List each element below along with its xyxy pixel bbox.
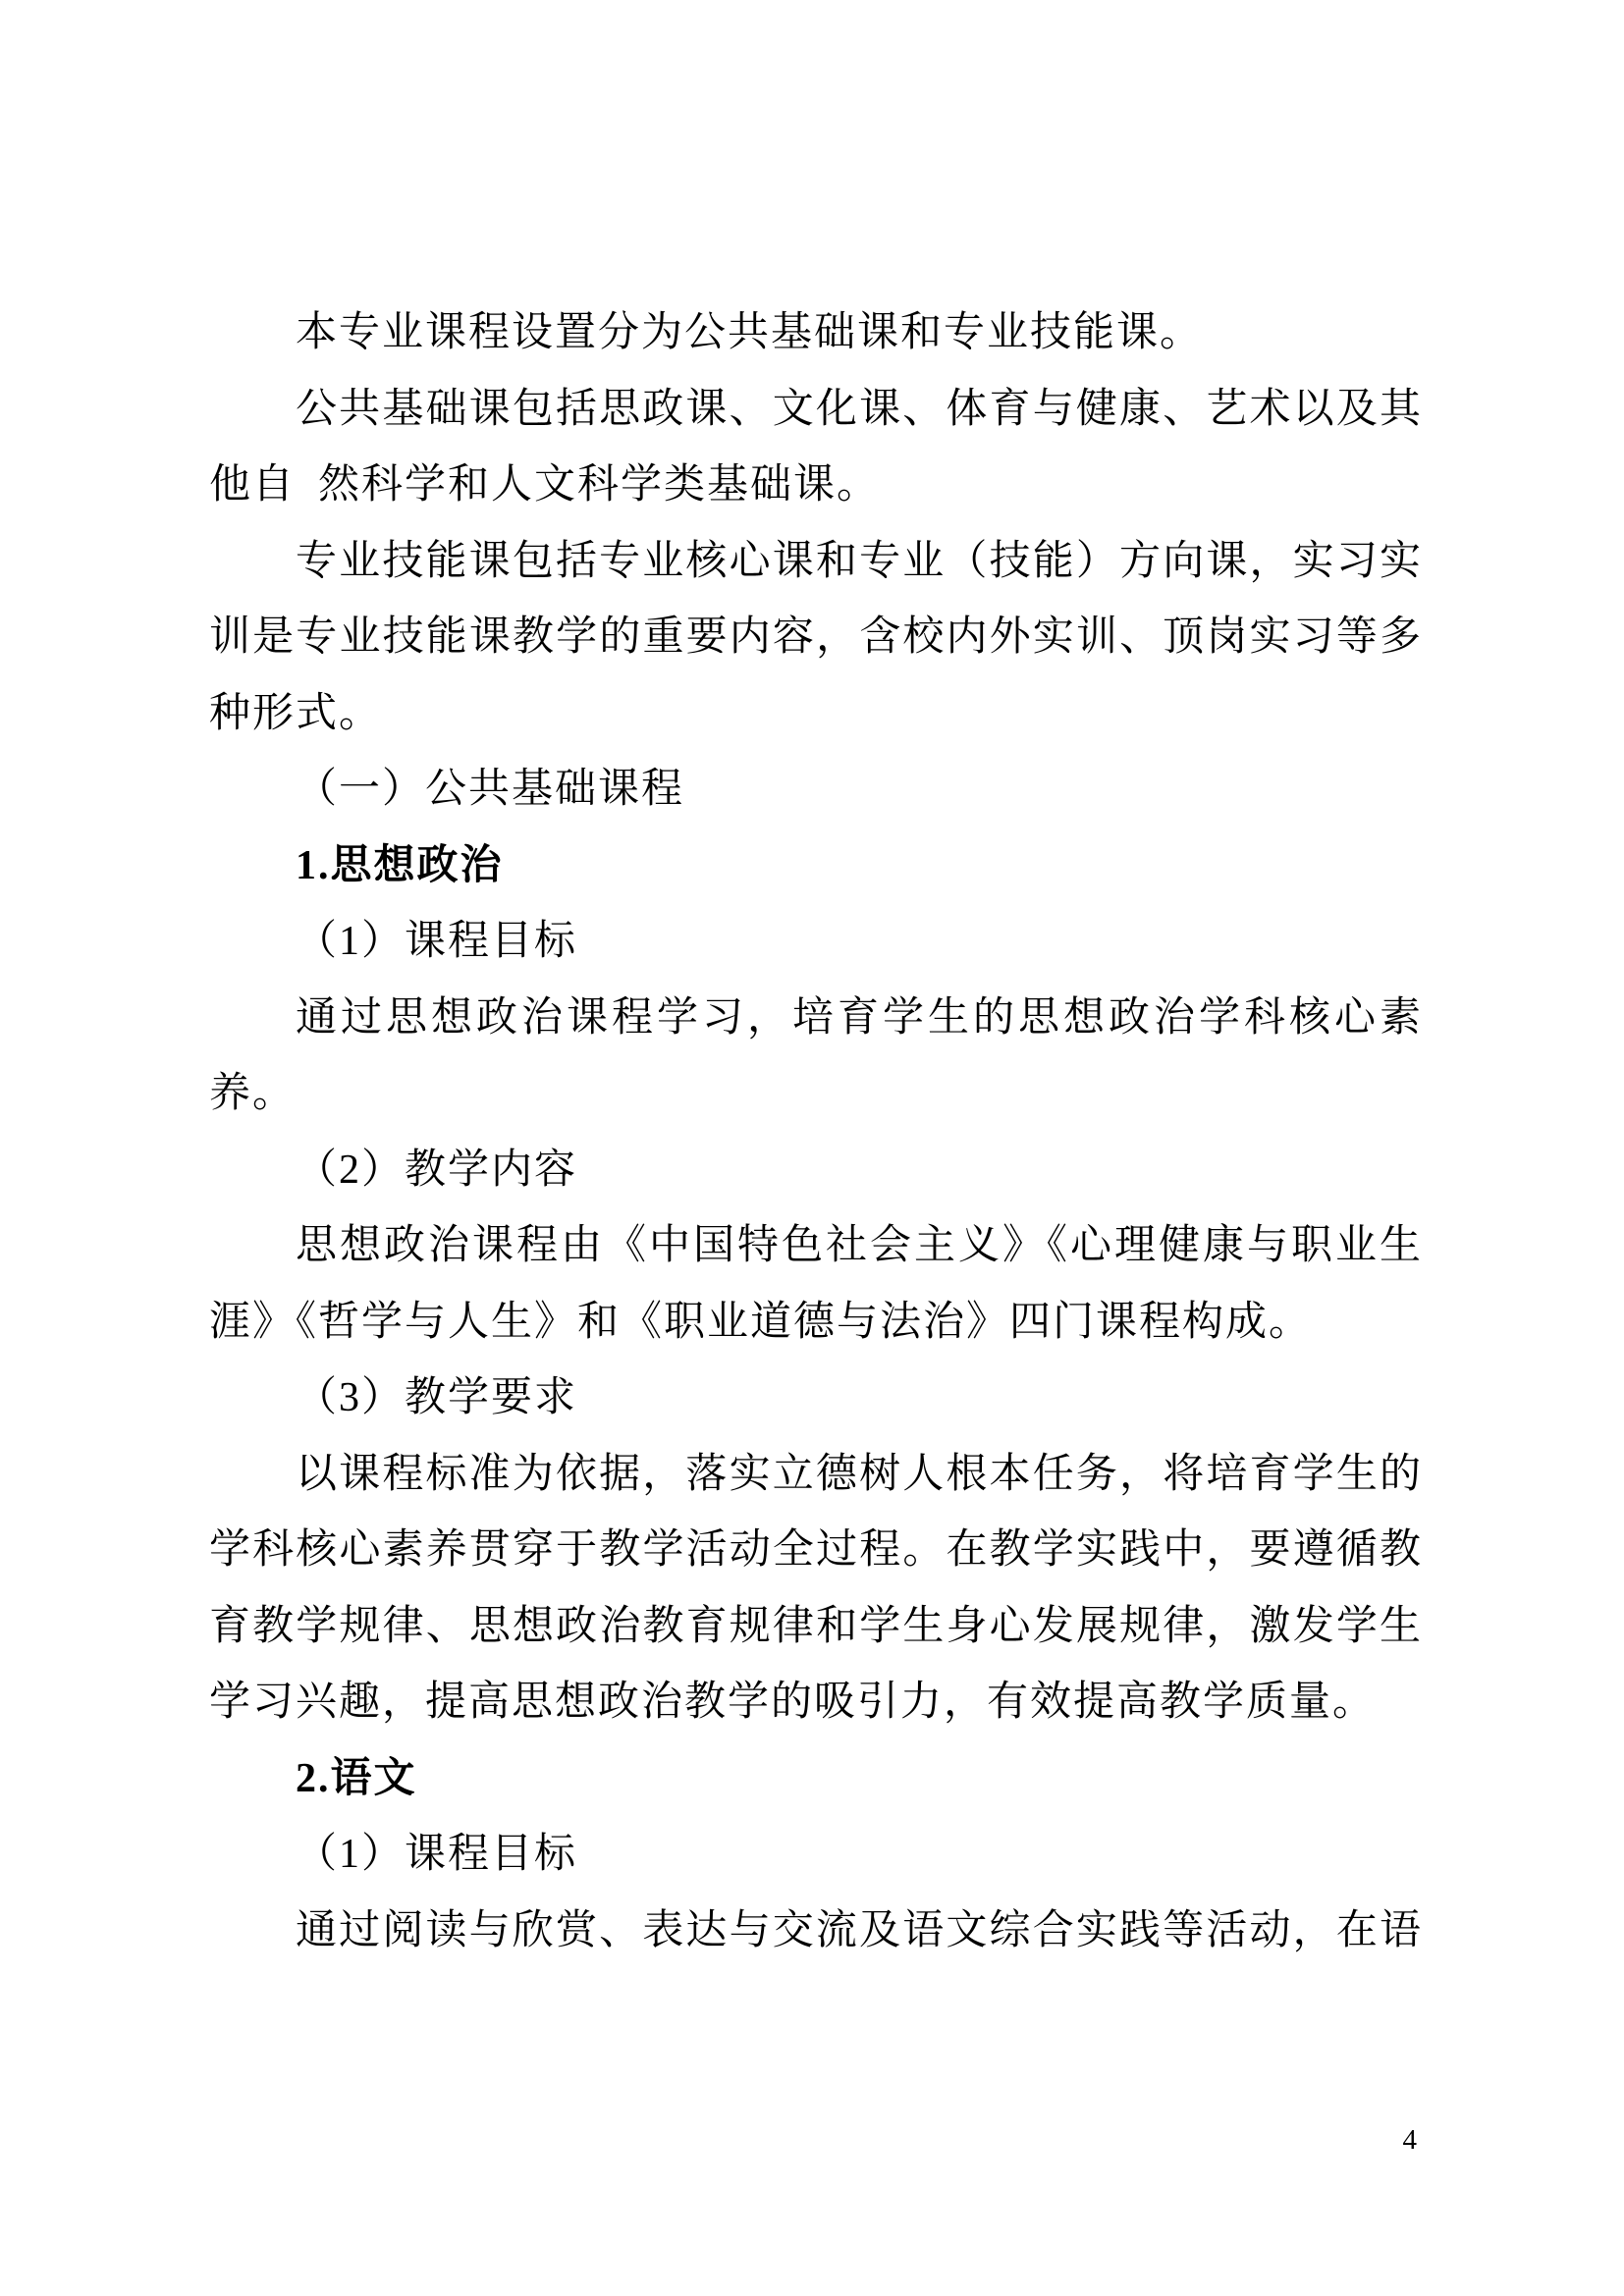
text-line: 以课程标准为依据，落实立德树人根本任务，将培育学生的 xyxy=(296,1451,1423,1497)
text-line: （2）教学内容 xyxy=(296,1147,578,1193)
text-line: （一）公共基础课程 xyxy=(296,767,685,812)
text-line: 育教学规律、思想政治教育规律和学生身心发展规律，激发学生 xyxy=(209,1603,1423,1649)
text-line: 通过阅读与欣赏、表达与交流及语文综合实践等活动，在语 xyxy=(296,1907,1423,1953)
text-line: 养。 xyxy=(209,1071,297,1116)
text-line: 思想政治课程由《中国特色社会主义》《心理健康与职业生 xyxy=(296,1223,1423,1268)
text-line: （1）课程目标 xyxy=(296,1832,578,1877)
text-line: 公共基础课包括思政课、文化课、体育与健康、艺术以及其 xyxy=(296,386,1423,432)
text-lines xyxy=(209,295,1423,1969)
text-line: 学科核心素养贯穿于教学活动全过程。在教学实践中，要遵循教 xyxy=(209,1527,1423,1573)
text-line: 训是专业技能课教学的重要内容，含校内外实训、顶岗实习等多 xyxy=(209,614,1423,660)
text-line: 种形式。 xyxy=(209,690,383,736)
text-line: 本专业课程设置分为公共基础课和专业技能课。 xyxy=(296,310,1204,355)
text-line: （1）课程目标 xyxy=(296,919,578,964)
text-line: 通过思想政治课程学习，培育学生的思想政治学科核心素 xyxy=(296,994,1423,1041)
text-line: 涯》《哲学与人生》和《职业道德与法治》四门课程构成。 xyxy=(209,1299,1313,1345)
text-line: 专业技能课包括专业核心课和专业（技能）方向课，实习实 xyxy=(296,538,1423,584)
subject-heading-line: 2.语文 xyxy=(296,1755,417,1801)
text-line: 他自 然科学和人文科学类基础课。 xyxy=(209,462,881,507)
text-line: （3）教学要求 xyxy=(296,1375,578,1420)
subject-heading-line: 1.思想政治 xyxy=(296,842,504,888)
text-line: 学习兴趣，提高思想政治教学的吸引力，有效提高教学质量。 xyxy=(209,1680,1377,1725)
page-number: 4 xyxy=(1402,2124,1417,2156)
